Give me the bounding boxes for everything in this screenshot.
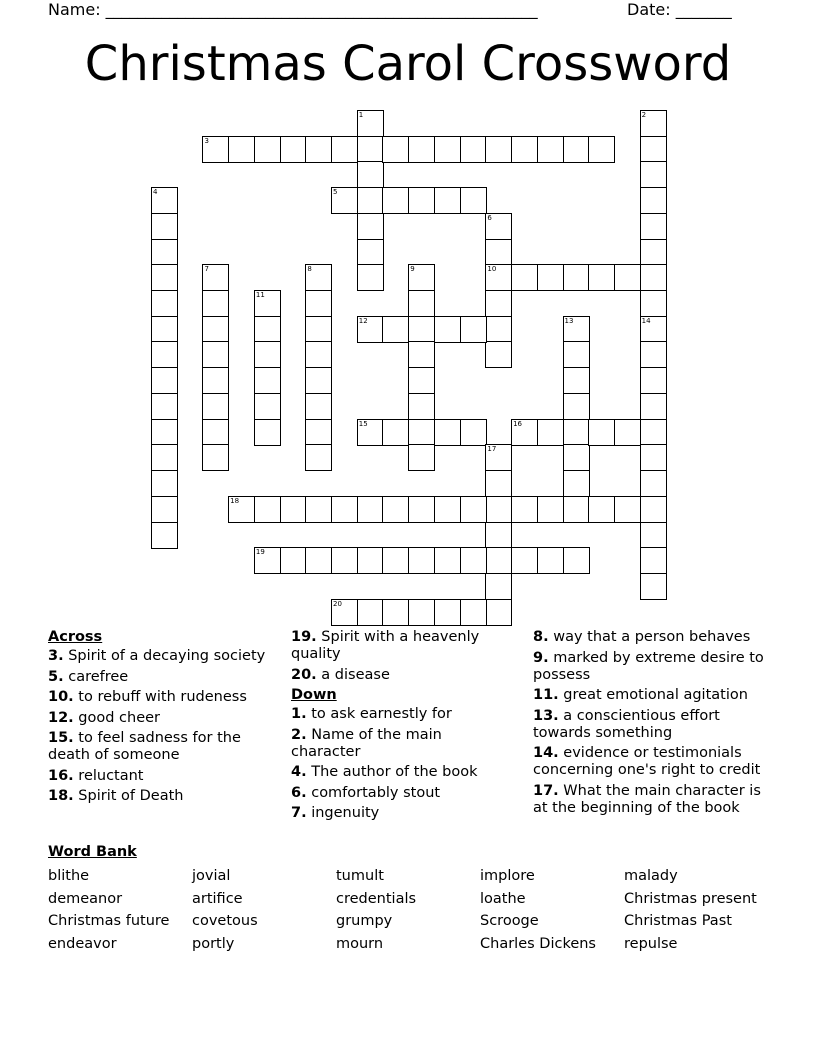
clue-text: to rebuff with rudeness — [73, 689, 247, 705]
clue-number: 8 — [307, 265, 312, 274]
grid-cell[interactable] — [408, 419, 435, 446]
clue-number: 12 — [358, 316, 368, 325]
grid-cell[interactable] — [305, 264, 332, 291]
word-bank-item: malady — [624, 868, 678, 884]
grid-cell[interactable] — [485, 136, 512, 163]
grid-cell[interactable] — [640, 239, 667, 266]
clues-column-2 — [291, 629, 506, 826]
grid-cell[interactable] — [434, 316, 461, 343]
clue-number: 4 — [153, 188, 158, 197]
clue-section-heading: Down — [291, 687, 337, 703]
clue-item — [533, 629, 773, 646]
grid-cell[interactable] — [305, 136, 332, 163]
word-bank-item: loathe — [480, 890, 526, 907]
grid-cell[interactable] — [357, 187, 384, 214]
grid-cell[interactable] — [640, 419, 667, 446]
grid-cell[interactable] — [485, 264, 512, 291]
grid-cell[interactable] — [151, 290, 178, 317]
word-bank-item: tumult — [336, 868, 384, 884]
grid-cell[interactable] — [357, 419, 384, 446]
clue-item — [48, 689, 268, 706]
page-title: Christmas Carol Crossword — [84, 36, 732, 92]
clue-number: 9 — [410, 265, 415, 274]
grid-cell[interactable] — [537, 264, 564, 291]
grid-cell[interactable] — [485, 599, 512, 626]
grid-cell[interactable] — [485, 547, 512, 574]
grid-cell[interactable] — [331, 496, 358, 523]
clue-text: evidence or testimonials concerning one's right to credit — [533, 745, 761, 778]
word-bank-item: endeavor — [48, 935, 117, 952]
grid-cell[interactable] — [151, 316, 178, 343]
clue-item — [533, 783, 773, 817]
clue-number-label: 3. — [48, 648, 64, 664]
clue-text: Spirit with a heavenly quality — [291, 629, 480, 662]
grid-cell[interactable] — [485, 213, 512, 240]
grid-cell[interactable] — [202, 290, 229, 317]
grid-cell[interactable] — [408, 367, 435, 394]
word-bank-item: Scrooge — [480, 913, 539, 929]
grid-cell[interactable] — [151, 496, 178, 523]
grid-cell[interactable] — [382, 316, 409, 343]
grid-cell[interactable] — [640, 444, 667, 471]
grid-cell[interactable] — [485, 290, 512, 317]
grid-cell[interactable] — [434, 496, 461, 523]
grid-cell[interactable] — [640, 522, 667, 549]
clue-item — [48, 710, 268, 727]
grid-cell[interactable] — [511, 136, 538, 163]
clue-number: 2 — [641, 111, 647, 119]
grid-cell[interactable] — [640, 367, 667, 394]
grid-cell[interactable] — [151, 341, 178, 368]
word-bank-item: mourn — [336, 935, 384, 952]
grid-cell[interactable] — [202, 316, 229, 343]
grid-cell[interactable] — [563, 341, 590, 368]
grid-cell[interactable] — [331, 547, 358, 574]
clue-number-label: 8. — [533, 629, 549, 645]
grid-cell[interactable] — [305, 367, 332, 394]
grid-cell[interactable] — [254, 136, 281, 163]
word-bank — [48, 867, 788, 953]
word-bank-item: implore — [480, 868, 535, 884]
grid-cell[interactable] — [640, 573, 667, 600]
grid-cell[interactable] — [485, 239, 512, 266]
clue-number: 20 — [333, 599, 342, 608]
clue-text: Spirit of a decaying society — [63, 648, 266, 664]
grid-cell[interactable] — [485, 496, 512, 523]
grid-cell[interactable] — [357, 136, 384, 163]
clue-number-label: 7. — [291, 805, 307, 821]
clue-number: 6 — [487, 213, 492, 222]
grid-cell[interactable] — [305, 419, 332, 446]
clue-text: way that a person behaves — [548, 629, 751, 645]
grid-cell[interactable] — [563, 470, 590, 497]
grid-cell[interactable] — [460, 547, 487, 574]
word-bank-item: blithe — [48, 868, 90, 884]
clue-number-label: 15. — [48, 730, 74, 746]
grid-cell[interactable] — [151, 264, 178, 291]
word-bank-title: Word Bank — [48, 844, 137, 860]
clue-item — [291, 629, 506, 663]
grid-cell[interactable] — [640, 496, 667, 523]
grid-cell[interactable] — [588, 136, 615, 163]
grid-cell[interactable] — [305, 547, 332, 574]
grid-cell[interactable] — [408, 136, 435, 163]
clue-item — [48, 768, 268, 785]
grid-cell[interactable] — [640, 187, 667, 214]
grid-cell[interactable] — [614, 264, 641, 291]
clue-number-label: 19. — [291, 629, 317, 645]
grid-cell[interactable] — [305, 341, 332, 368]
clue-item — [291, 727, 506, 761]
grid-cell[interactable] — [228, 136, 255, 163]
clue-number: 3 — [204, 136, 209, 145]
grid-cell[interactable] — [280, 136, 307, 163]
grid-cell[interactable] — [563, 444, 590, 471]
grid-cell[interactable] — [357, 161, 384, 188]
grid-cell[interactable] — [563, 496, 590, 523]
grid-cell[interactable] — [151, 187, 178, 214]
grid-cell[interactable] — [563, 419, 590, 446]
clues-column-1 — [48, 629, 268, 809]
clue-number-label: 1. — [291, 706, 307, 722]
grid-cell[interactable] — [382, 547, 409, 574]
word-bank-item: repulse — [624, 935, 678, 952]
grid-cell[interactable] — [640, 393, 667, 420]
grid-cell[interactable] — [305, 316, 332, 343]
word-bank-item: covetous — [192, 913, 258, 929]
word-bank-item: Christmas present — [624, 890, 757, 907]
clue-number-label: 16. — [48, 767, 74, 784]
grid-cell[interactable] — [357, 264, 384, 291]
clue-item — [48, 730, 268, 764]
clue-number: 14 — [641, 316, 651, 325]
grid-cell[interactable] — [382, 496, 409, 523]
clue-text: What the main character is at the beginning of the book — [533, 782, 761, 816]
grid-cell[interactable] — [408, 393, 435, 420]
clue-text: comfortably stout — [306, 784, 441, 801]
grid-cell[interactable] — [460, 419, 487, 446]
clue-text: The author of the book — [306, 764, 478, 780]
grid-cell[interactable] — [151, 367, 178, 394]
clue-number: 7 — [204, 265, 209, 274]
word-bank-item: Christmas Past — [624, 913, 732, 929]
grid-cell[interactable] — [485, 470, 512, 497]
grid-cell[interactable] — [254, 547, 281, 574]
grid-cell[interactable] — [305, 290, 332, 317]
grid-cell[interactable] — [357, 213, 384, 240]
grid-cell[interactable] — [640, 547, 667, 574]
grid-cell[interactable] — [460, 316, 487, 343]
grid-cell[interactable] — [460, 187, 487, 214]
grid-cell[interactable] — [485, 341, 512, 368]
clue-number-label: 13. — [533, 707, 559, 724]
grid-cell[interactable] — [614, 496, 641, 523]
clue-text: carefree — [63, 668, 129, 685]
grid-cell[interactable] — [357, 599, 384, 626]
clue-number: 11 — [255, 291, 265, 300]
grid-cell[interactable] — [563, 264, 590, 291]
grid-cell[interactable] — [640, 341, 667, 368]
clue-text: to feel sadness for the death of someone — [48, 730, 241, 763]
grid-cell[interactable] — [434, 419, 461, 446]
grid-cell[interactable] — [254, 367, 281, 394]
grid-cell[interactable] — [254, 393, 281, 420]
clue-number-label: 11. — [533, 687, 559, 703]
clue-item — [291, 706, 506, 723]
clue-item — [291, 785, 506, 802]
word-bank-item: jovial — [192, 868, 231, 884]
clue-item — [48, 669, 268, 686]
clue-number-label: 9. — [533, 649, 549, 666]
clue-number: 17 — [487, 445, 497, 454]
clue-number-label: 10. — [48, 689, 74, 705]
grid-cell[interactable] — [280, 496, 307, 523]
grid-cell[interactable] — [537, 547, 564, 574]
clue-item — [533, 745, 773, 779]
grid-cell[interactable] — [640, 161, 667, 188]
grid-cell[interactable] — [305, 393, 332, 420]
grid-cell[interactable] — [202, 264, 229, 291]
grid-cell[interactable] — [357, 110, 384, 137]
grid-cell[interactable] — [202, 341, 229, 368]
grid-cell[interactable] — [640, 136, 667, 163]
grid-cell[interactable] — [511, 264, 538, 291]
grid-cell[interactable] — [305, 496, 332, 523]
grid-cell[interactable] — [357, 316, 384, 343]
grid-cell[interactable] — [408, 599, 435, 626]
clue-text: Spirit of Death — [73, 788, 184, 804]
clue-text: a disease — [316, 666, 390, 683]
grid-cell[interactable] — [460, 599, 487, 626]
word-bank-item: Christmas future — [48, 913, 170, 929]
grid-cell[interactable] — [202, 419, 229, 446]
clue-number-label: 18. — [48, 788, 74, 804]
grid-cell[interactable] — [434, 599, 461, 626]
grid-cell[interactable] — [254, 316, 281, 343]
word-bank-item: credentials — [336, 890, 417, 907]
grid-cell[interactable] — [511, 496, 538, 523]
grid-cell[interactable] — [563, 316, 590, 343]
grid-cell[interactable] — [408, 547, 435, 574]
date-field-label: Date: _______ — [627, 0, 732, 19]
grid-cell[interactable] — [305, 444, 332, 471]
clue-number: 18 — [230, 496, 240, 505]
clue-number: 5 — [333, 188, 338, 197]
grid-cell[interactable] — [151, 419, 178, 446]
grid-cell[interactable] — [357, 239, 384, 266]
grid-cell[interactable] — [511, 419, 538, 446]
grid-cell[interactable] — [280, 547, 307, 574]
grid-cell[interactable] — [382, 599, 409, 626]
clue-item — [48, 788, 268, 805]
clue-number: 1 — [358, 111, 364, 119]
grid-cell[interactable] — [588, 264, 615, 291]
grid-cell[interactable] — [151, 444, 178, 471]
clue-text: great emotional agitation — [558, 687, 748, 703]
grid-cell[interactable] — [485, 573, 512, 600]
grid-cell[interactable] — [202, 444, 229, 471]
clue-text: good cheer — [73, 709, 161, 726]
clue-number-label: 5. — [48, 668, 64, 685]
clue-text: ingenuity — [306, 805, 380, 821]
clue-section-heading: Across — [48, 629, 103, 645]
clue-number: 15 — [358, 419, 368, 428]
clue-number-label: 6. — [291, 784, 307, 801]
clue-item — [291, 805, 506, 822]
clue-number-label: 20. — [291, 666, 317, 683]
grid-cell[interactable] — [408, 264, 435, 291]
clues-column-3 — [533, 629, 773, 820]
grid-cell[interactable] — [408, 187, 435, 214]
clue-number-label: 17. — [533, 782, 559, 799]
grid-cell[interactable] — [537, 419, 564, 446]
word-bank-item: demeanor — [48, 890, 123, 907]
grid-cell[interactable] — [408, 316, 435, 343]
grid-cell[interactable] — [151, 470, 178, 497]
grid-cell[interactable] — [151, 393, 178, 420]
grid-cell[interactable] — [331, 136, 358, 163]
clue-number: 16 — [513, 419, 522, 428]
grid-cell[interactable] — [640, 110, 667, 137]
grid-cell[interactable] — [640, 290, 667, 317]
grid-cell[interactable] — [434, 136, 461, 163]
grid-cell[interactable] — [408, 290, 435, 317]
clue-number: 19 — [255, 548, 265, 557]
grid-cell[interactable] — [254, 419, 281, 446]
grid-cell[interactable] — [357, 547, 384, 574]
clue-item — [48, 648, 268, 665]
grid-cell[interactable] — [563, 136, 590, 163]
grid-cell[interactable] — [357, 496, 384, 523]
grid-cell[interactable] — [331, 599, 358, 626]
grid-cell[interactable] — [485, 444, 512, 471]
grid-cell[interactable] — [588, 419, 615, 446]
grid-cell[interactable] — [151, 522, 178, 549]
word-bank-item: artifice — [192, 890, 243, 907]
grid-cell[interactable] — [202, 367, 229, 394]
grid-cell[interactable] — [563, 393, 590, 420]
grid-cell[interactable] — [382, 136, 409, 163]
grid-cell[interactable] — [382, 419, 409, 446]
grid-cell[interactable] — [408, 341, 435, 368]
grid-cell[interactable] — [511, 547, 538, 574]
grid-cell[interactable] — [460, 496, 487, 523]
clue-item — [291, 667, 506, 684]
grid-cell[interactable] — [563, 367, 590, 394]
grid-cell[interactable] — [151, 239, 178, 266]
grid-cell[interactable] — [588, 496, 615, 523]
grid-cell[interactable] — [460, 136, 487, 163]
grid-cell[interactable] — [228, 496, 255, 523]
grid-cell[interactable] — [563, 547, 590, 574]
grid-cell[interactable] — [537, 136, 564, 163]
grid-cell[interactable] — [151, 213, 178, 240]
clue-item — [533, 708, 773, 742]
grid-cell[interactable] — [202, 136, 229, 163]
grid-cell[interactable] — [331, 187, 358, 214]
grid-cell[interactable] — [408, 444, 435, 471]
grid-cell[interactable] — [254, 496, 281, 523]
grid-cell[interactable] — [537, 496, 564, 523]
grid-cell[interactable] — [614, 419, 641, 446]
grid-cell[interactable] — [434, 547, 461, 574]
clue-number-label: 4. — [291, 764, 307, 780]
clue-number: 13 — [564, 316, 574, 325]
clue-text: a conscientious effort towards something — [533, 707, 720, 741]
grid-cell[interactable] — [254, 341, 281, 368]
clue-text: Name of the main character — [291, 726, 442, 760]
grid-cell[interactable] — [485, 316, 512, 343]
clue-text: reluctant — [73, 767, 144, 784]
word-bank-item: portly — [192, 935, 235, 952]
grid-cell[interactable] — [640, 316, 667, 343]
grid-cell[interactable] — [640, 264, 667, 291]
clue-item — [533, 650, 773, 684]
clue-item — [533, 687, 773, 704]
grid-cell[interactable] — [382, 187, 409, 214]
grid-cell[interactable] — [254, 290, 281, 317]
clue-number: 10 — [487, 265, 497, 274]
grid-cell[interactable] — [202, 393, 229, 420]
clue-text: marked by extreme desire to possess — [533, 649, 764, 683]
grid-cell[interactable] — [485, 522, 512, 549]
clue-text: to ask earnestly for — [306, 706, 452, 722]
clue-number-label: 2. — [291, 726, 307, 743]
grid-cell[interactable] — [434, 187, 461, 214]
clue-item — [291, 764, 506, 781]
grid-cell[interactable] — [640, 213, 667, 240]
grid-cell[interactable] — [408, 496, 435, 523]
clue-number-label: 14. — [533, 745, 559, 761]
grid-cell[interactable] — [640, 470, 667, 497]
name-field-label: Name: ______________________________________________________ — [48, 0, 538, 19]
clue-number-label: 12. — [48, 709, 74, 726]
word-bank-item: Charles Dickens — [480, 935, 596, 952]
word-bank-item: grumpy — [336, 913, 393, 929]
